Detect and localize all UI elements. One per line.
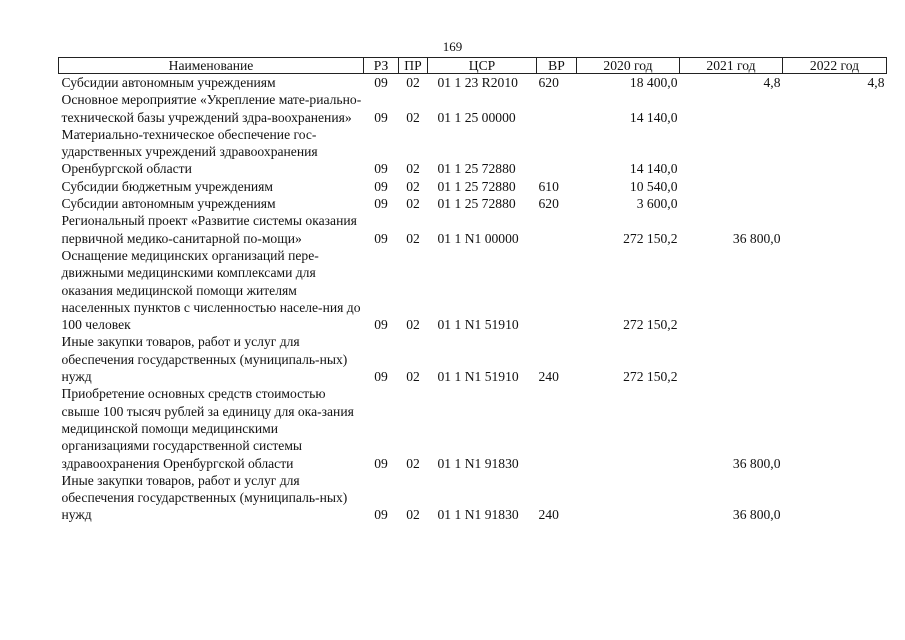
header-2021: 2021 год [680, 58, 783, 74]
row-rz: 09 [374, 230, 388, 246]
row-pr: 02 [406, 75, 420, 90]
table-row [59, 385, 887, 471]
page-number: 169 [442, 39, 463, 54]
row-2021 [680, 126, 783, 178]
row-name: Иные закупки товаров, работ и услуг для обеспечения государственных (муниципаль-ных) нужд [61, 472, 348, 523]
row-vr: 240 [538, 507, 559, 523]
row-2020: 272 150,2 [623, 317, 678, 333]
row-csr: 01 1 25 72880 [437, 161, 516, 177]
row-name: Иные закупки товаров, работ и услуг для обеспечения государственных (муниципаль-ных) нужд [61, 334, 348, 385]
row-2022 [783, 178, 887, 195]
table-row [59, 74, 887, 92]
header-2022: 2022 год [783, 58, 887, 74]
row-rz: 09 [374, 178, 388, 194]
table-row [59, 333, 887, 385]
row-2020: 10 540,0 [629, 178, 678, 194]
row-pr: 02 [406, 196, 420, 212]
row-name: Субсидии автономным учреждениям [61, 196, 276, 212]
row-rz: 09 [374, 369, 388, 385]
row-vr [537, 126, 577, 178]
table-row [59, 178, 887, 195]
row-2021 [680, 195, 783, 212]
row-name: Оснащение медицинских организаций пере-движными медицинскими комплексами для оказания медицинской помощи жителям населенных пунктов с численностью населе-ния до 100 человек [61, 247, 361, 333]
row-2020 [577, 472, 680, 524]
row-2021: 36 800,0 [732, 507, 781, 523]
row-2022 [783, 195, 887, 212]
row-name: Материально-техническое обеспечение гос-ударственных учреждений здравоохранения Оренбургской области [61, 126, 318, 177]
header-2020: 2020 год [577, 58, 680, 74]
row-csr: 01 1 N1 91830 [437, 507, 519, 523]
row-2021 [680, 333, 783, 385]
row-csr: 01 1 25 72880 [437, 196, 516, 212]
row-rz: 09 [374, 161, 388, 177]
row-2021 [680, 178, 783, 195]
row-csr: 01 1 N1 51910 [437, 369, 519, 385]
row-csr: 01 1 25 00000 [437, 109, 516, 125]
row-vr: 610 [538, 178, 559, 194]
row-name: Региональный проект «Развитие системы оказания первичной медико-санитарной по-мощи» [61, 213, 357, 246]
row-2020 [577, 385, 680, 471]
row-2020: 3 600,0 [636, 196, 678, 212]
header-rz: РЗ [364, 58, 399, 74]
row-2021: 36 800,0 [732, 230, 781, 246]
row-rz: 09 [374, 455, 388, 471]
row-2020: 18 400,0 [629, 75, 678, 90]
header-vr: ВР [537, 58, 577, 74]
row-2022 [783, 385, 887, 471]
row-pr: 02 [406, 230, 420, 246]
row-2021 [680, 91, 783, 126]
row-vr [537, 212, 577, 247]
row-name: Субсидии автономным учреждениям [61, 75, 276, 90]
row-2021: 36 800,0 [732, 455, 781, 471]
header-name: Наименование [59, 58, 364, 74]
row-name: Субсидии бюджетным учреждениям [61, 178, 274, 194]
row-name: Приобретение основных средств стоимостью свыше 100 тысяч рублей за единицу для ока-зания медицинской помощи медицинскими организациями государственной системы здравоохранения Оренбургской области [61, 386, 354, 471]
row-vr [537, 247, 577, 333]
row-rz: 09 [374, 196, 388, 212]
row-vr [537, 385, 577, 471]
table-body [59, 74, 887, 524]
row-rz: 09 [374, 75, 388, 90]
row-2022 [783, 212, 887, 247]
budget-table [58, 57, 887, 524]
row-vr: 620 [538, 75, 559, 90]
table-row [59, 91, 887, 126]
row-2022 [783, 472, 887, 524]
row-csr: 01 1 23 R2010 [437, 75, 518, 90]
row-2020: 14 140,0 [629, 109, 678, 125]
row-2022 [783, 333, 887, 385]
row-csr: 01 1 N1 91830 [437, 455, 519, 471]
table-row [59, 195, 887, 212]
row-2020: 272 150,2 [623, 230, 678, 246]
row-vr [537, 91, 577, 126]
row-csr: 01 1 N1 51910 [437, 317, 519, 333]
row-2022: 4,8 [867, 75, 885, 90]
row-rz: 09 [374, 317, 388, 333]
table-row [59, 472, 887, 524]
row-csr: 01 1 25 72880 [437, 178, 516, 194]
row-csr: 01 1 N1 00000 [437, 230, 519, 246]
row-pr: 02 [406, 161, 420, 177]
table-header [59, 58, 887, 74]
row-pr: 02 [406, 369, 420, 385]
header-pr: ПР [399, 58, 428, 74]
row-2021 [680, 247, 783, 333]
row-2020: 272 150,2 [623, 369, 678, 385]
row-2021: 4,8 [763, 75, 781, 90]
header-csr: ЦСР [428, 58, 537, 74]
row-vr: 240 [538, 369, 559, 385]
header-row [59, 58, 887, 74]
row-pr: 02 [406, 178, 420, 194]
row-2022 [783, 126, 887, 178]
row-2022 [783, 91, 887, 126]
row-pr: 02 [406, 109, 420, 125]
row-pr: 02 [406, 455, 420, 471]
row-pr: 02 [406, 317, 420, 333]
row-name: Основное мероприятие «Укрепление мате-риально-технической базы учреждений здра-воохранения» [61, 92, 362, 125]
row-pr: 02 [406, 507, 420, 523]
row-2022 [783, 247, 887, 333]
table-row [59, 247, 887, 333]
table-row [59, 212, 887, 247]
row-rz: 09 [374, 109, 388, 125]
row-rz: 09 [374, 507, 388, 523]
table-row [59, 126, 887, 178]
row-vr: 620 [538, 196, 559, 212]
row-2020: 14 140,0 [629, 161, 678, 177]
